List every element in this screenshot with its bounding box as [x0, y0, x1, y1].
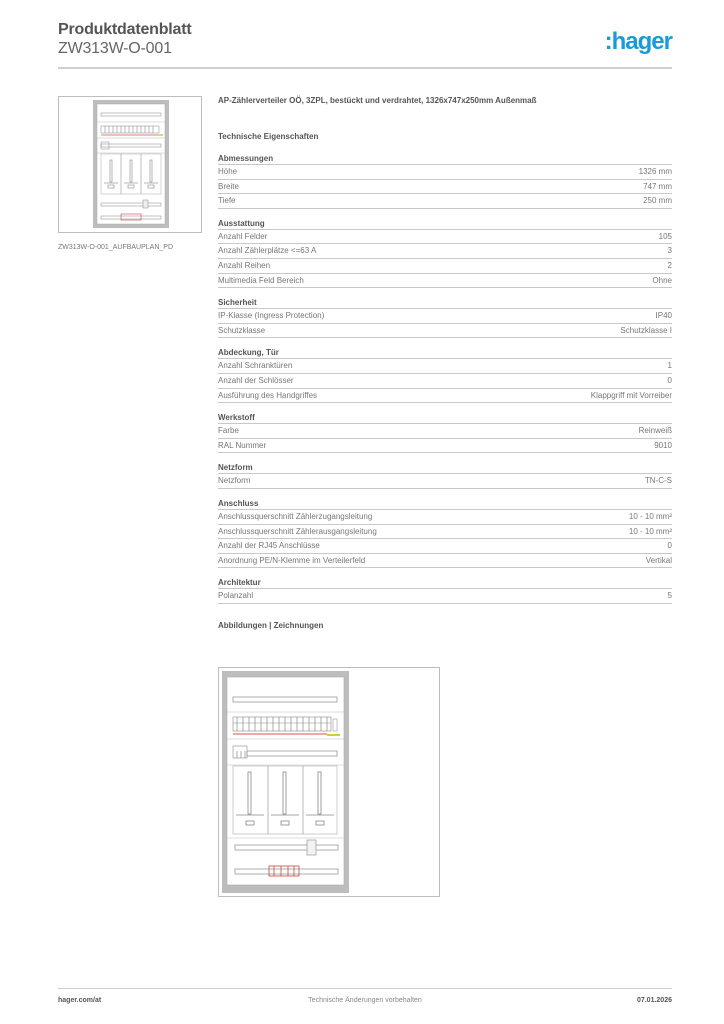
section-title: Sicherheit	[218, 297, 672, 309]
section-werkstoff	[218, 412, 672, 453]
section-title: Netzform	[218, 462, 672, 474]
row-value: 5	[667, 591, 672, 601]
section-title: Architektur	[218, 577, 672, 589]
section-anschluss	[218, 498, 672, 568]
row-label: Anschlussquerschnitt Zählerausgangsleitung	[218, 526, 377, 536]
row-value: 10 - 10 mm²	[628, 526, 672, 536]
header-divider	[58, 67, 672, 69]
distribution-board-drawing-icon	[59, 97, 201, 232]
row-value: 2	[667, 260, 672, 270]
row-label: Anzahl Reihen	[218, 260, 271, 270]
distribution-board-drawing-icon	[219, 668, 439, 896]
page-header	[58, 20, 672, 70]
row-value: 10 - 10 mm²	[628, 511, 672, 521]
row-label: IP-Klasse (Ingress Protection)	[218, 311, 325, 321]
hager-logo: :hager	[604, 28, 672, 55]
row-label: Höhe	[218, 167, 238, 176]
thumbnail-caption: ZW313W-O-001_AUFBAUPLAN_PD	[58, 244, 174, 251]
row-value: Vertikal	[645, 555, 672, 565]
section-abdeckung-tuer	[218, 347, 672, 403]
section-title: Abdeckung, Tür	[218, 347, 672, 359]
row-label: Farbe	[218, 426, 239, 436]
section-netzform	[218, 462, 672, 489]
row-value: 105	[658, 231, 672, 241]
row-value: Ohne	[652, 275, 672, 285]
table-row	[218, 309, 672, 324]
row-value: Klappgriff mit Vorreiber	[590, 390, 672, 400]
row-label: Schutzklasse	[218, 325, 266, 335]
section-title: Abmessungen	[218, 153, 672, 165]
table-row	[218, 424, 672, 439]
table-row	[218, 180, 672, 195]
row-label: Polanzahl	[218, 591, 254, 601]
document-title: Produktdatenblatt	[58, 21, 192, 38]
row-value: 0	[667, 375, 672, 385]
table-row	[218, 359, 672, 374]
product-number: ZW313W-O-001	[58, 40, 172, 57]
table-row	[218, 474, 672, 489]
row-value: Schutzklasse I	[620, 325, 672, 335]
row-label: Multimedia Feld Bereich	[218, 275, 304, 285]
row-label: Netzform	[218, 476, 251, 486]
row-value: 9010	[654, 440, 672, 450]
row-label: Tiefe	[218, 196, 236, 206]
row-label: Breite	[218, 181, 239, 191]
row-label: Anzahl der Schlösser	[218, 375, 294, 385]
table-row	[218, 274, 672, 289]
product-short-description: AP-Zählerverteiler OÖ, 3ZPL, bestückt und verdrahtet, 1326x747x250mm Außenmaß	[218, 96, 537, 105]
table-row	[218, 374, 672, 389]
table-row	[218, 259, 672, 274]
section-abmessungen	[218, 153, 672, 209]
table-row	[218, 230, 672, 245]
section-sicherheit	[218, 297, 672, 338]
row-label: Anordnung PE/N-Klemme im Verteilerfeld	[218, 555, 366, 565]
row-value: 747 mm	[643, 181, 672, 191]
table-row	[218, 389, 672, 404]
section-ausstattung	[218, 218, 672, 288]
table-row	[218, 324, 672, 339]
row-label: Anschlussquerschnitt Zählerzugangsleitung	[218, 511, 373, 521]
page-footer	[58, 997, 672, 1009]
row-value: IP40	[655, 311, 672, 321]
table-row	[218, 194, 672, 209]
table-row	[218, 439, 672, 454]
row-value: 3	[667, 246, 672, 256]
row-value: 1326 mm	[638, 167, 672, 176]
footer-disclaimer: Technische Änderungen vorbehalten	[308, 997, 422, 1004]
table-row	[218, 244, 672, 259]
table-row	[218, 510, 672, 525]
section-architektur	[218, 577, 672, 604]
table-row	[218, 525, 672, 540]
footer-divider	[58, 988, 672, 989]
technical-properties-heading: Technische Eigenschaften	[218, 132, 319, 141]
row-value: 250 mm	[643, 196, 672, 206]
row-label: Anzahl Felder	[218, 231, 268, 241]
table-row	[218, 554, 672, 569]
product-details	[218, 96, 672, 633]
row-value: Reinweiß	[638, 426, 672, 436]
table-row	[218, 539, 672, 554]
footer-website-link[interactable]: hager.com/at	[58, 997, 102, 1004]
row-label: Anzahl Zählerplätze <=63 A	[218, 246, 317, 256]
figures-heading: Abbildungen | Zeichnungen	[218, 620, 324, 630]
row-label: Ausführung des Handgriffes	[218, 390, 318, 400]
row-label: Anzahl Schranktüren	[218, 361, 293, 371]
row-value: TN-C-S	[644, 476, 672, 486]
table-row	[218, 165, 672, 180]
footer-date: 07.01.2026	[636, 997, 672, 1004]
table-row	[218, 589, 672, 604]
section-title: Ausstattung	[218, 218, 672, 230]
row-value: 1	[667, 361, 672, 371]
row-label: Anzahl der RJ45 Anschlüsse	[218, 541, 320, 551]
row-label: RAL Nummer	[218, 440, 267, 450]
figure-drawing	[218, 667, 440, 897]
section-title: Anschluss	[218, 498, 672, 510]
row-value: 0	[667, 541, 672, 551]
product-thumbnail	[58, 96, 202, 233]
section-title: Werkstoff	[218, 412, 672, 424]
